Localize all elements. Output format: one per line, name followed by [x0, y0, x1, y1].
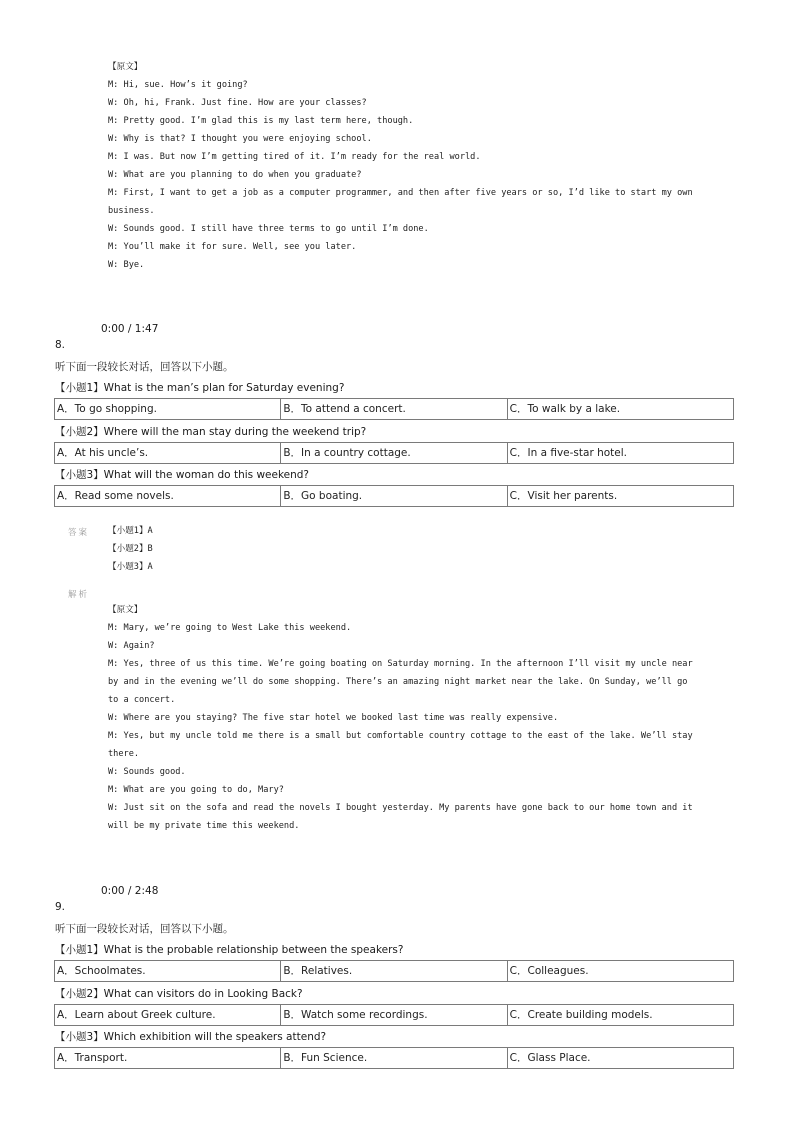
option-c[interactable]: C．To walk by a lake. — [507, 399, 733, 419]
subquestion-label: 【小题1】What is the man’s plan for Saturday evening? — [55, 382, 345, 394]
option-c[interactable]: C．Visit her parents. — [507, 486, 733, 506]
transcript-line: W: Oh, hi, Frank. Just fine. How are your classes? — [108, 98, 367, 108]
transcript-line: W: Again? — [108, 641, 155, 651]
transcript-line: M: You’ll make it for sure. Well, see you later. — [108, 242, 357, 252]
question-number-q8: 8. — [55, 339, 66, 351]
transcript-header: 【原文】 — [108, 62, 143, 72]
transcript-line: M: Pretty good. I’m glad this is my last term here, though. — [108, 116, 414, 126]
subquestion-label: 【小题2】Where will the man stay during the weekend trip? — [55, 426, 367, 438]
transcript-header: 【原文】 — [108, 605, 143, 615]
option-c[interactable]: C．Colleagues. — [507, 961, 733, 981]
transcript-line: M: First, I want to get a job as a computer programmer, and then after five years or so, I’d like to start my own — [108, 188, 693, 198]
transcript-line: will be my private time this weekend. — [108, 821, 300, 831]
transcript-line: M: Hi, sue. How’s it going? — [108, 80, 248, 90]
answer-line: 【小题3】A — [108, 562, 153, 572]
option-a[interactable]: A．At his uncle’s. — [57, 447, 149, 459]
transcript-line: M: Mary, we’re going to West Lake this weekend. — [108, 623, 352, 633]
option-a[interactable]: A．To go shopping. — [57, 403, 157, 415]
answer-label: 答案 — [68, 528, 90, 538]
subquestion-label: 【小题1】What is the probable relationship between the speakers? — [55, 944, 404, 956]
transcript-line: there. — [108, 749, 140, 759]
transcript-q8 — [108, 601, 718, 835]
options-row — [54, 1004, 734, 1026]
options-row — [54, 442, 734, 464]
options-row — [54, 960, 734, 982]
subquestion-label: 【小题3】What will the woman do this weekend? — [55, 469, 310, 481]
analysis-label: 解析 — [68, 590, 90, 600]
answer-line: 【小题1】A — [108, 526, 153, 536]
answer-line: 【小题2】B — [108, 544, 153, 554]
option-b[interactable]: B．In a country cottage. — [280, 443, 506, 463]
answer-list — [108, 522, 718, 576]
option-a[interactable]: A．Transport. — [57, 1052, 128, 1064]
transcript-q7 — [108, 58, 718, 274]
options-row — [54, 1047, 734, 1069]
transcript-line: W: What are you planning to do when you graduate? — [108, 170, 362, 180]
option-a[interactable]: A．Learn about Greek culture. — [57, 1009, 216, 1021]
option-b[interactable]: B．Go boating. — [280, 486, 506, 506]
option-c[interactable]: C．Create building models. — [507, 1005, 733, 1025]
question-instruction-q8: 听下面一段较长对话，回答以下小题。 — [55, 361, 234, 373]
option-a[interactable]: A．Read some novels. — [57, 490, 174, 502]
transcript-line: W: Just sit on the sofa and read the novels I bought yesterday. My parents have gone back to our home town and it — [108, 803, 693, 813]
audio-player-time-q8[interactable]: 0:00 / 1:47 — [101, 323, 159, 335]
transcript-line: W: Where are you staying? The five star hotel we booked last time was really expensive. — [108, 713, 559, 723]
audio-player-time-q9[interactable]: 0:00 / 2:48 — [101, 885, 159, 897]
options-row — [54, 485, 734, 507]
option-b[interactable]: B．Fun Science. — [280, 1048, 506, 1068]
transcript-line: W: Sounds good. I still have three terms to go until I’m done. — [108, 224, 429, 234]
question-number-q9: 9. — [55, 901, 66, 913]
transcript-line: W: Bye. — [108, 260, 145, 270]
option-b[interactable]: B．To attend a concert. — [280, 399, 506, 419]
transcript-line: W: Why is that? I thought you were enjoying school. — [108, 134, 372, 144]
transcript-line: by and in the evening we’ll do some shopping. There’s an amazing night market near the lake. On Sunday, we’ll go — [108, 677, 688, 687]
transcript-line: M: Yes, but my uncle told me there is a small but comfortable country cottage to the east of the lake. We’ll stay — [108, 731, 693, 741]
subquestion-label: 【小题3】Which exhibition will the speakers attend? — [55, 1031, 327, 1043]
options-row — [54, 398, 734, 420]
transcript-line: M: Yes, three of us this time. We’re going boating on Saturday morning. In the afternoon I’ll visit my uncle near — [108, 659, 693, 669]
transcript-line: W: Sounds good. — [108, 767, 186, 777]
option-b[interactable]: B．Watch some recordings. — [280, 1005, 506, 1025]
question-instruction-q9: 听下面一段较长对话，回答以下小题。 — [55, 923, 234, 935]
option-c[interactable]: C．In a five-star hotel. — [507, 443, 733, 463]
subquestion-label: 【小题2】What can visitors do in Looking Back? — [55, 988, 303, 1000]
option-c[interactable]: C．Glass Place. — [507, 1048, 733, 1068]
option-a[interactable]: A．Schoolmates. — [57, 965, 146, 977]
transcript-line: to a concert. — [108, 695, 176, 705]
transcript-line: business. — [108, 206, 155, 216]
option-b[interactable]: B．Relatives. — [280, 961, 506, 981]
transcript-line: M: What are you going to do, Mary? — [108, 785, 284, 795]
transcript-line: M: I was. But now I’m getting tired of it. I’m ready for the real world. — [108, 152, 481, 162]
